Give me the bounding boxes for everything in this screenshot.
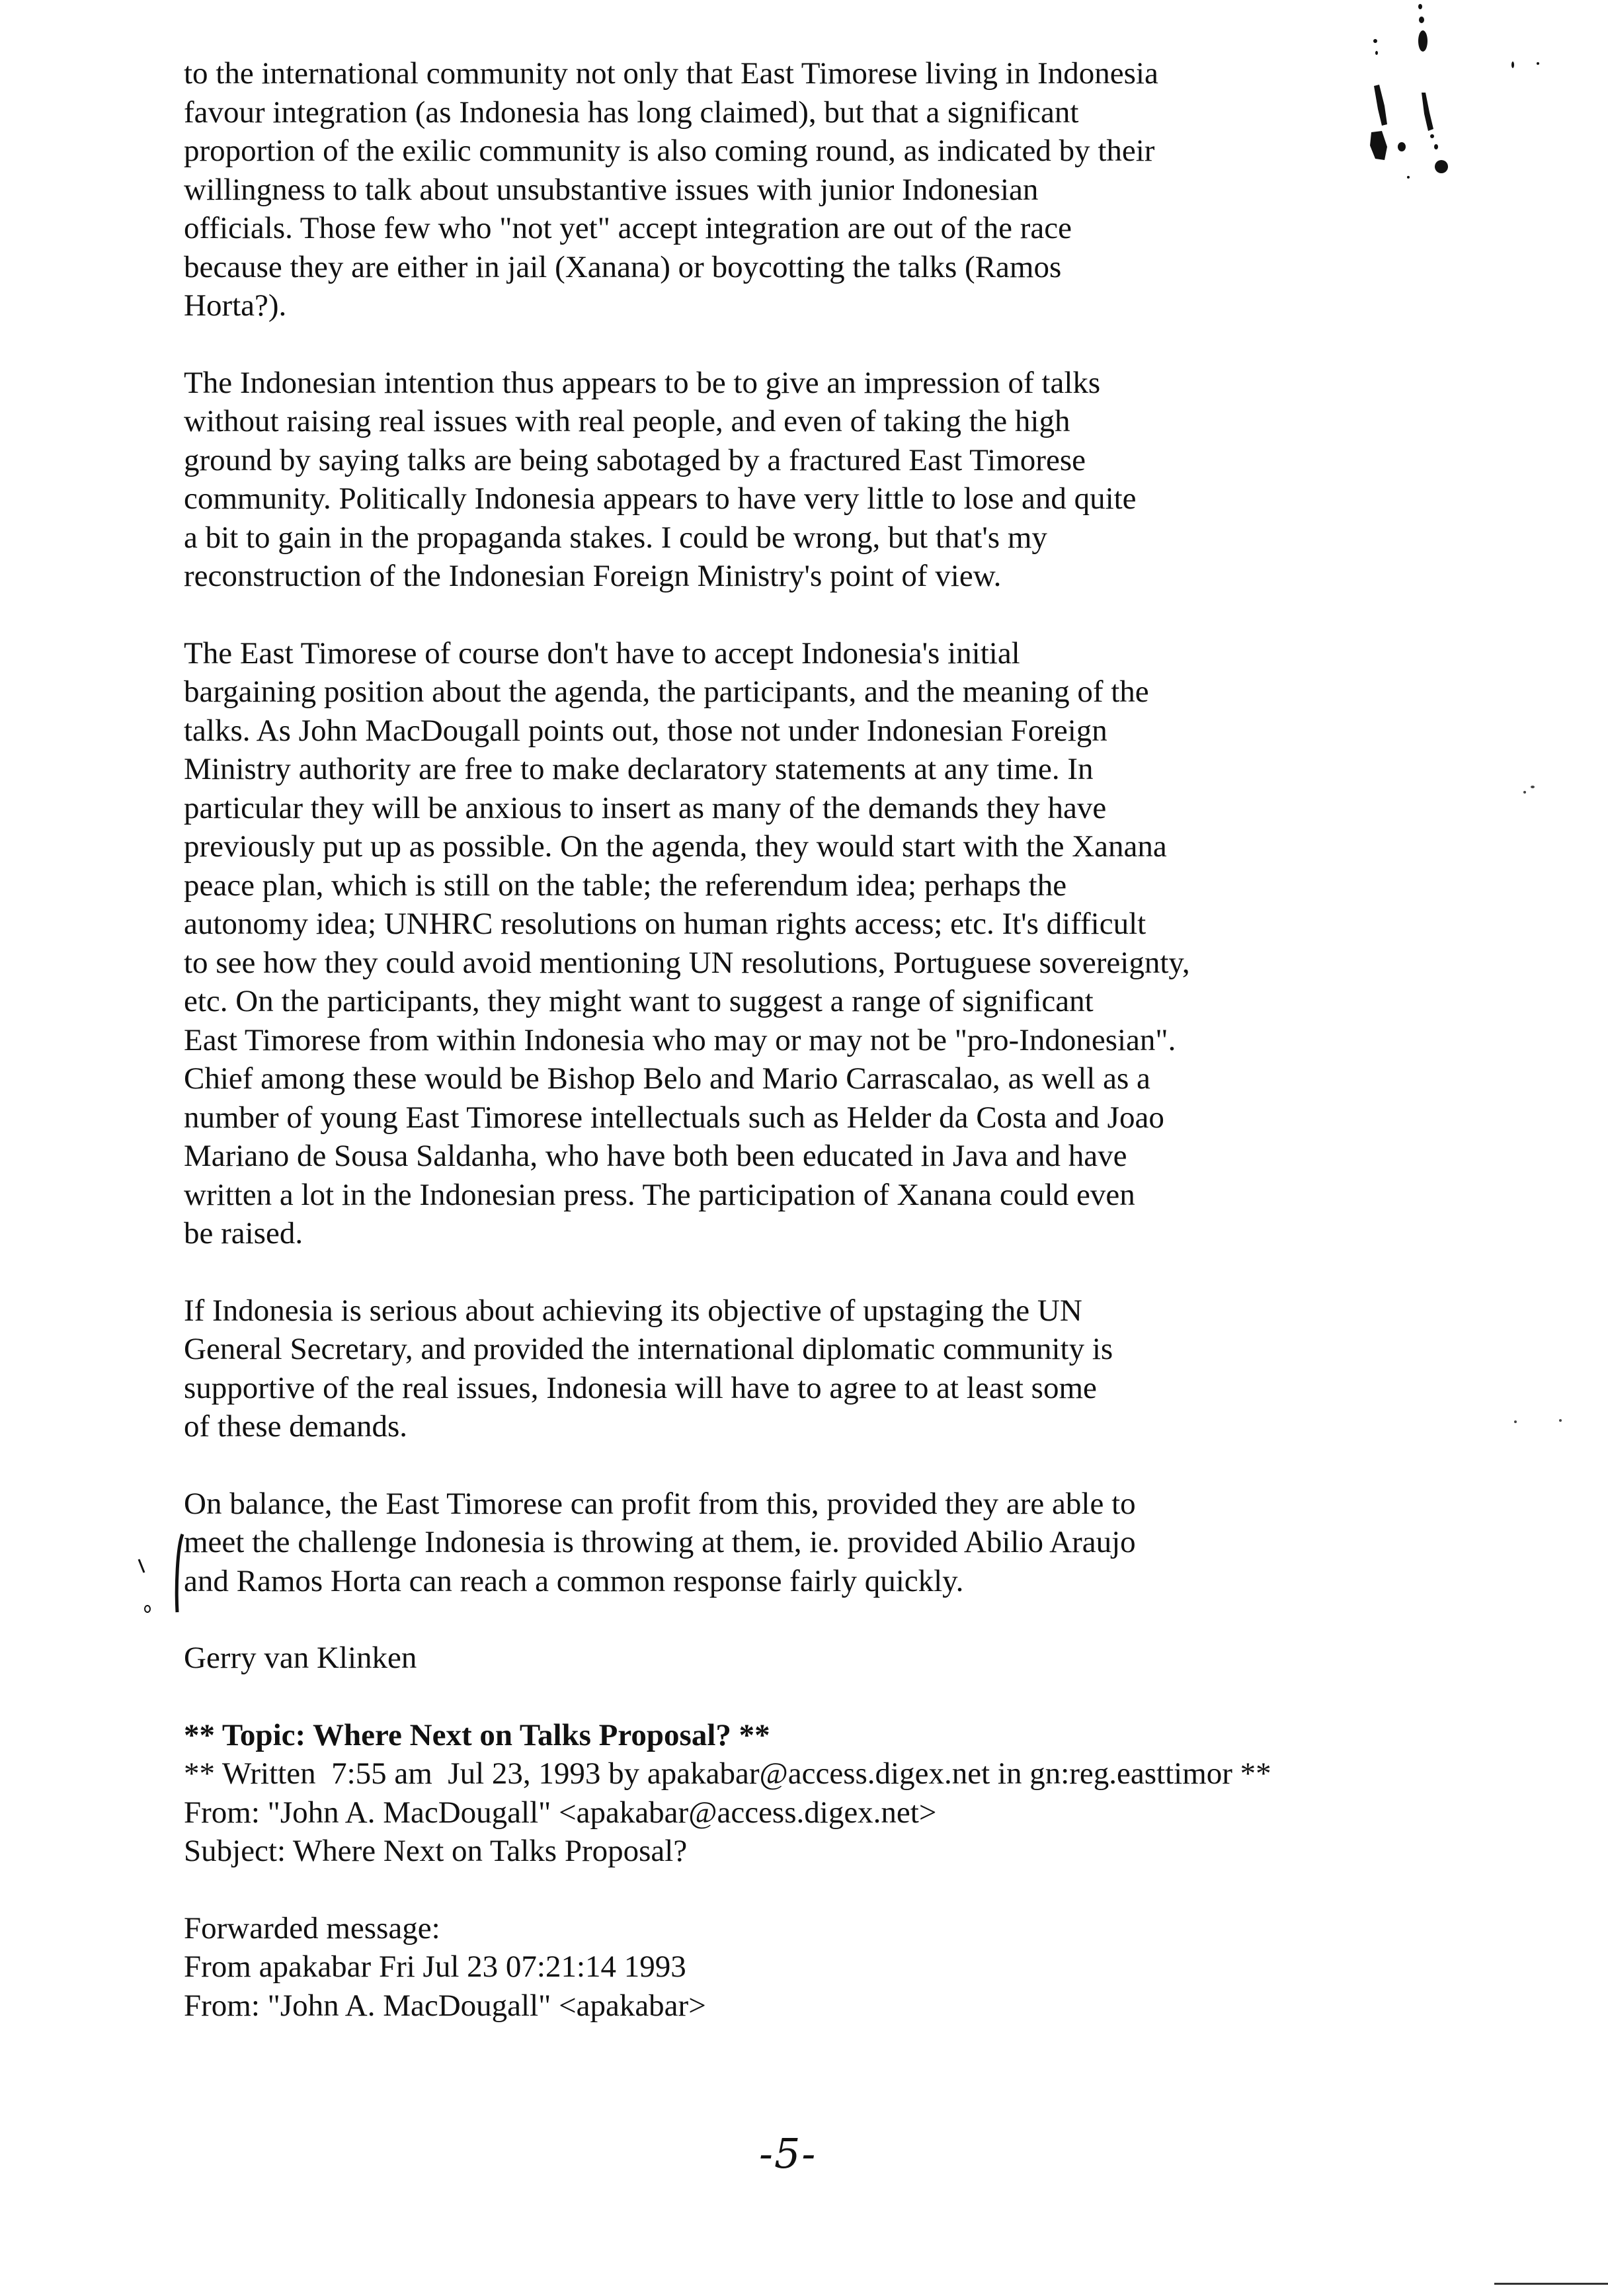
text-line: Mariano de Sousa Saldanha, who have both been educated in Java and have bbox=[184, 1139, 1127, 1173]
forwarded-from-line: From apakabar Fri Jul 23 07:21:14 1993 bbox=[184, 1949, 686, 1984]
from-line: From: "John A. MacDougall" <apakabar@access.digex.net> bbox=[184, 1795, 937, 1830]
paragraph-4 bbox=[184, 1292, 1440, 1446]
text-line: be raised. bbox=[184, 1216, 303, 1250]
text-line: autonomy idea; UNHRC resolutions on human rights access; etc. It's difficult bbox=[184, 907, 1146, 941]
text-line: because they are either in jail (Xanana) or boycotting the talks (Ramos bbox=[184, 249, 1062, 284]
text-line: favour integration (as Indonesia has long claimed), but that a significant bbox=[184, 95, 1079, 130]
margin-bracket-mark bbox=[139, 1534, 182, 1612]
text-line: Horta?). bbox=[184, 288, 287, 323]
text-line: and Ramos Horta can reach a common response fairly quickly. bbox=[184, 1563, 964, 1598]
subject-line: Subject: Where Next on Talks Proposal? bbox=[184, 1834, 688, 1868]
text-line: meet the challenge Indonesia is throwing at them, ie. provided Abilio Araujo bbox=[184, 1525, 1136, 1559]
text-line: peace plan, which is still on the table; the referendum idea; perhaps the bbox=[184, 868, 1067, 903]
page-number: -5- bbox=[759, 2129, 817, 2178]
topic-line: ** Topic: Where Next on Talks Proposal? ** bbox=[184, 1717, 770, 1752]
text-line: etc. On the participants, they might want to suggest a range of significant bbox=[184, 984, 1094, 1018]
text-line: ground by saying talks are being sabotaged by a fractured East Timorese bbox=[184, 442, 1086, 477]
text-line: General Secretary, and provided the international diplomatic community is bbox=[184, 1332, 1113, 1366]
text-line: The Indonesian intention thus appears to be to give an impression of talks bbox=[184, 365, 1101, 400]
text-line: If Indonesia is serious about achieving its objective of upstaging the UN bbox=[184, 1293, 1082, 1328]
text-line: On balance, the East Timorese can profit from this, provided they are able to bbox=[184, 1486, 1136, 1521]
signature-name: Gerry van Klinken bbox=[184, 1641, 417, 1675]
paragraph-5 bbox=[184, 1485, 1440, 1601]
text-line: without raising real issues with real people, and even of taking the high bbox=[184, 404, 1070, 438]
paragraph-2 bbox=[184, 364, 1440, 596]
text-line: supportive of the real issues, Indonesia will have to agree to at least some bbox=[184, 1370, 1097, 1405]
text-line: talks. As John MacDougall points out, those not under Indonesian Foreign bbox=[184, 713, 1107, 748]
text-line: bargaining position about the agenda, the participants, and the meaning of the bbox=[184, 675, 1149, 709]
text-line: Chief among these would be Bishop Belo and Mario Carrascalao, as well as a bbox=[184, 1061, 1150, 1096]
text-line: Ministry authority are free to make declaratory statements at any time. In bbox=[184, 752, 1094, 786]
text-line: particular they will be anxious to insert as many of the demands they have bbox=[184, 790, 1107, 825]
text-line: community. Politically Indonesia appears to have very little to lose and quite bbox=[184, 481, 1137, 516]
paragraph-1 bbox=[184, 54, 1440, 325]
text-line: East Timorese from within Indonesia who may or may not be "pro-Indonesian". bbox=[184, 1022, 1176, 1057]
message-header bbox=[184, 1716, 1440, 1871]
forwarded-message bbox=[184, 1909, 1440, 2026]
text-line: previously put up as possible. On the agenda, they would start with the Xanana bbox=[184, 829, 1167, 864]
text-line: proportion of the exilic community is also coming round, as indicated by their bbox=[184, 134, 1155, 168]
text-line: written a lot in the Indonesian press. The participation of Xanana could even bbox=[184, 1177, 1135, 1212]
forwarded-label: Forwarded message: bbox=[184, 1910, 440, 1946]
text-line: to see how they could avoid mentioning UN resolutions, Portuguese sovereignty, bbox=[184, 945, 1190, 980]
text-line: reconstruction of the Indonesian Foreign Ministry's point of view. bbox=[184, 559, 1002, 593]
forwarded-from-field: From: "John A. MacDougall" <apakabar> bbox=[184, 1988, 706, 2023]
text-line: The East Timorese of course don't have to accept Indonesia's initial bbox=[184, 636, 1020, 671]
document-body bbox=[184, 54, 1440, 2025]
text-line: willingness to talk about unsubstantive issues with junior Indonesian bbox=[184, 172, 1039, 207]
paragraph-3 bbox=[184, 634, 1440, 1253]
text-line: of these demands. bbox=[184, 1409, 408, 1444]
written-line: ** Written 7:55 am Jul 23, 1993 by apakabar@access.digex.net in gn:reg.easttimor ** bbox=[184, 1756, 1271, 1791]
signature bbox=[184, 1639, 1440, 1678]
ink-specks-margin bbox=[1514, 786, 1562, 1423]
edge-rule bbox=[1494, 2283, 1608, 2285]
text-line: officials. Those few who "not yet" accept integration are out of the race bbox=[184, 211, 1072, 245]
text-line: a bit to gain in the propaganda stakes. I could be wrong, but that's my bbox=[184, 520, 1047, 555]
text-line: number of young East Timorese intellectuals such as Helder da Costa and Joao bbox=[184, 1100, 1164, 1135]
text-line: to the international community not only that East Timorese living in Indonesia bbox=[184, 56, 1158, 91]
